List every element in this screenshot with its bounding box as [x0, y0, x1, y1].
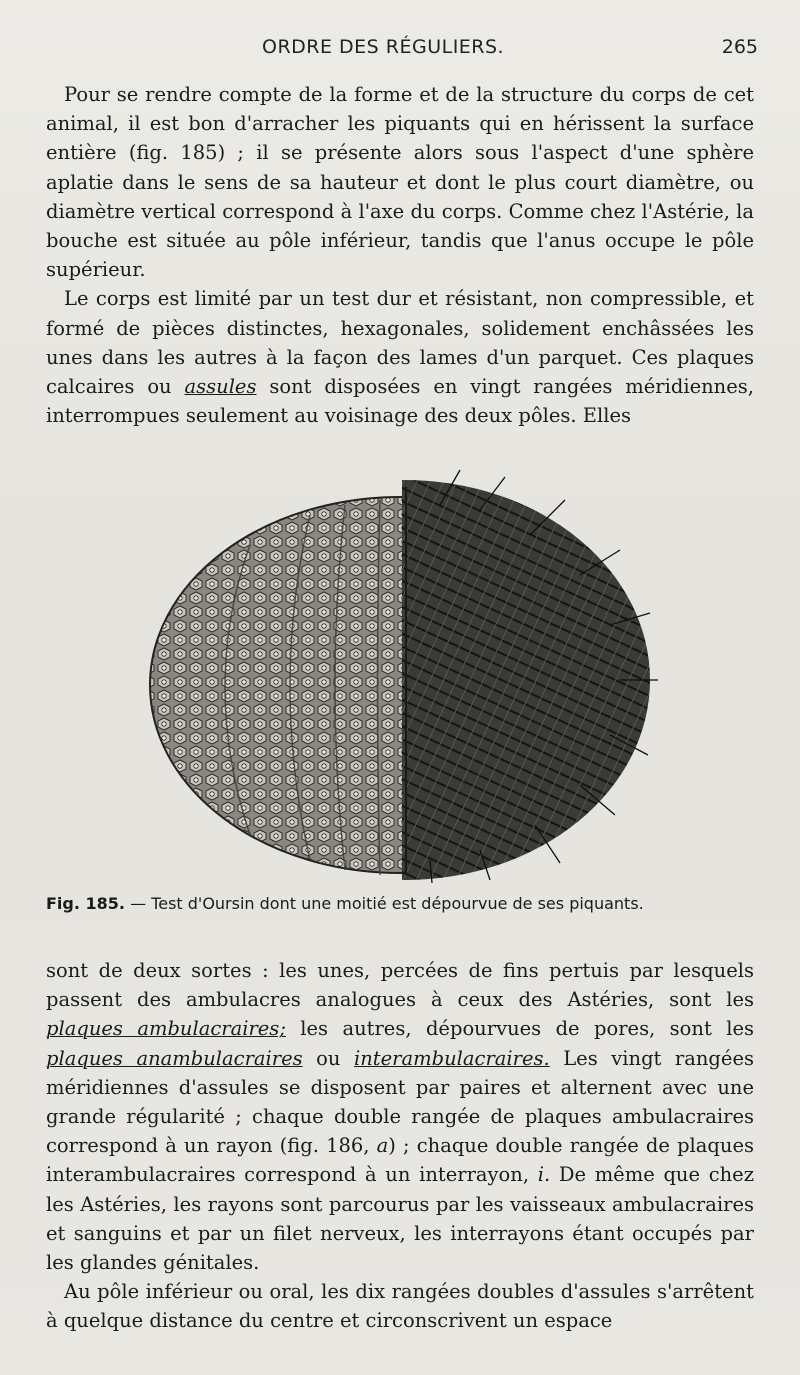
- paragraph-3: [46, 956, 754, 1277]
- figure-caption-text: — Test d'Oursin dont une moitié est dépourvue de ses piquants.: [125, 894, 644, 913]
- paragraph-3-text-b: les autres, dépourvues de pores, sont les: [285, 1017, 754, 1041]
- term-interambulacraires: interambulacraires.: [354, 1046, 550, 1070]
- sea-urchin-figure: [140, 465, 660, 885]
- figure-ref-a: a: [376, 1134, 389, 1158]
- paragraph-1: Pour se rendre compte de la forme et de la structure du corps de cet animal, il est bon d'arracher les piquants qui en hérissent la surface entière (fig. 185) ; il se présente alors sous l'aspect d'une sphère aplatie dans le sens de sa hauteur et dont le plus court diamètre, ou diamètre vertical correspond à l'axe du corps. Comme chez l'Astérie, la bouche est située au pôle inférieur, tandis que l'anus occupe le pôle supérieur.: [46, 83, 754, 282]
- figure-caption-label: Fig. 185.: [46, 894, 125, 913]
- paragraph-2: [46, 284, 754, 430]
- running-header: [0, 36, 800, 66]
- term-plaques-anambulacraires: plaques anambulacraires: [46, 1046, 303, 1070]
- paragraph-2-text-b: sont disposées en vingt rangées méridiennes, interrompues seulement au voisinage des deux pôles. Elles: [46, 375, 754, 428]
- page-number: 265: [721, 36, 758, 58]
- term-plaques-ambulacraires: plaques ambulacraires;: [46, 1017, 286, 1041]
- paragraph-4: Au pôle inférieur ou oral, les dix rangées doubles d'assules s'arrêtent à quelque distance du centre et circonscrivent un espace: [46, 1280, 754, 1333]
- figure-caption: [46, 894, 756, 913]
- paragraph-3-text-f: De même que chez les Astéries, les rayons sont parcourus par les vaisseaux ambulacraires et sanguins et par un filet nerveux, les interrayons étant occupés par les glandes génitales.: [46, 1163, 754, 1275]
- paragraph-3-text-e: ) ; chaque double rangée de plaques interambulacraires correspond à un interrayon,: [46, 1134, 755, 1187]
- text-block-top: [46, 80, 754, 430]
- text-block-bottom: [46, 956, 754, 1336]
- paragraph-2-text-a: Le corps est limité par un test dur et résistant, non compressible, et formé de pièces distinctes, hexagonales, solidement enchâssées les unes dans les autres à la façon des lames d'un parquet. Ces plaques calcaires ou: [46, 287, 754, 399]
- term-assules: assules: [184, 375, 257, 399]
- paragraph-3-text-d: Les vingt rangées méridiennes d'assules se disposent par paires et alternent avec une grande régularité ; chaque double rangée de plaques ambulacraires correspond à un rayon (fig. 186,: [46, 1046, 754, 1158]
- running-title: ORDRE DES RÉGULIERS.: [262, 36, 505, 58]
- paragraph-3-text-a: sont de deux sortes : les unes, percées de fins pertuis par lesquels passent des ambulacres analogues à ceux des Astéries, sont les: [46, 959, 754, 1012]
- sea-urchin-illustration: [140, 465, 660, 885]
- figure-ref-i: i.: [537, 1163, 551, 1187]
- paragraph-3-text-c: ou: [302, 1046, 355, 1070]
